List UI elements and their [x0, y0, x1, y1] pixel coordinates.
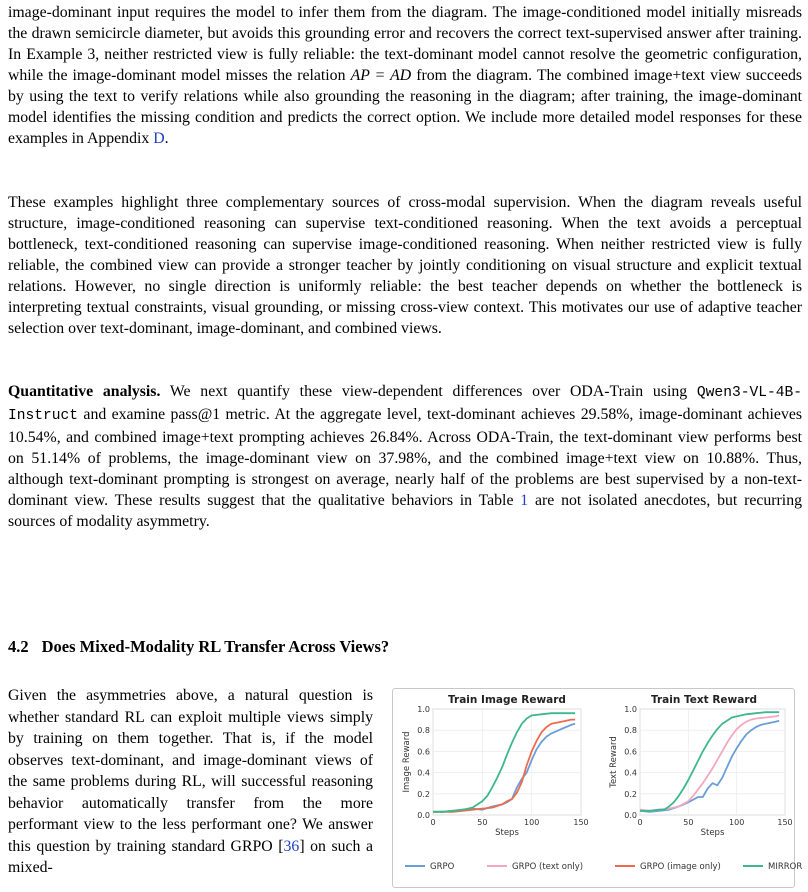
section-heading [8, 637, 389, 657]
section-number: 4.2 [8, 637, 29, 656]
x-axis-label: Steps [700, 828, 725, 838]
legend-label: MIRROR [768, 862, 803, 872]
y-tick-label: 0.8 [624, 726, 637, 736]
text-run: These examples highlight three complementary sources of cross-modal supervision. When the diagram reveals useful structure, image-conditioned reasoning can supervise text-conditioned reasoning. When the text avoids a perceptual bottleneck, text-conditioned reasoning can supervise image-conditioned reasoning. When neither restricted view is fully reliable, the combined view can provide a stronger teacher by jointly conditioning on visual structure and explicit textual relations. However, no single direction is uniformly reliable: the best teacher depends on whether the bottleneck is interpreting textual constraints, visual grounding, or missing cross-view context. This motivates our use of adaptive teacher selection over text-dominant, image-dominant, and combined views. [8, 194, 802, 337]
legend-label: GRPO (text only) [512, 862, 584, 872]
text-run: are not isolated anecdotes, but recurring sources of modality asymmetry. [8, 492, 802, 530]
x-tick-label: 100 [729, 818, 745, 827]
x-tick-label: 50 [477, 818, 488, 827]
x-tick-label: 50 [683, 818, 694, 827]
paragraph-examples [8, 2, 802, 149]
y-tick-label: 0.2 [624, 789, 637, 799]
text-run: and examine pass@1 metric. At the aggregate level, text-dominant achieves 29.58%, image-dominant achieves 10.54%, and combined image+text prompting achieves 26.84%. Across ODA-Train, the text-dominant view performs best on 51.14% of problems, the image-dominant view on 37.98%, and the combined image+text view on 10.88%. Thus, although text-dominant prompting is strongest on average, nearly half of the problems are best supervised by a non-text-dominant view. These results suggest that the qualitative behaviors in Table [8, 406, 802, 509]
text-run: ] on such a mixed- [8, 837, 373, 876]
reference-link[interactable]: 36 [283, 837, 300, 855]
y-axis-label: Text Reward [609, 736, 619, 788]
x-tick-label: 150 [777, 818, 793, 827]
chart-title: Train Text Reward [650, 694, 758, 706]
y-tick-label: 0.4 [417, 768, 430, 778]
reference-link[interactable]: 1 [520, 492, 529, 509]
paragraph-quantitative-analysis [8, 381, 802, 532]
y-tick-label: 0.0 [624, 811, 637, 820]
text-run: Given the asymmetries above, a natural question is whether standard RL can exploit multiple views simply by training on them together. That is, if the model observes text-dominant, and image-dominant views of the same problems during RL, will successful reasoning behavior automatically transfer from the more performant view to the less performant one? We answer this question by training standard GRPO [ [8, 687, 373, 855]
x-tick-label: 0 [430, 818, 436, 827]
math-expression: AP = AD [350, 67, 412, 84]
y-tick-label: 0.0 [417, 811, 430, 820]
y-tick-label: 0.6 [417, 747, 430, 757]
y-tick-label: 1.0 [417, 705, 430, 714]
legend-label: GRPO (image only) [640, 862, 721, 872]
reward-charts-svg [393, 689, 803, 887]
model-name: Qwen3-VL-4B-Instruct [8, 385, 803, 424]
text-run: We next quantify these view-dependent differences over ODA-Train using [160, 383, 697, 400]
text-run: . [164, 130, 169, 147]
y-axis-label: Image Reward [402, 731, 412, 793]
legend-label: GRPO [430, 862, 455, 872]
text-run: from the diagram. The combined image+text view succeeds by using the text to verify relations while also grounding the reasoning in the diagram; after training, the image-dominant model identifies the missing condition and predicts the correct option. We include more detailed model responses for these examples in Appendix [8, 67, 803, 147]
chart-title: Train Image Reward [448, 694, 566, 706]
y-tick-label: 0.6 [624, 747, 637, 757]
y-tick-label: 0.8 [417, 726, 430, 736]
section-title: Does Mixed-Modality RL Transfer Across Views? [41, 637, 390, 656]
y-tick-label: 1.0 [624, 705, 637, 714]
paragraph-run-heading: Quantitative analysis. [8, 383, 161, 400]
y-tick-label: 0.2 [417, 789, 430, 799]
x-tick-label: 150 [573, 818, 589, 827]
y-tick-label: 0.4 [624, 768, 637, 778]
x-tick-label: 0 [637, 818, 643, 827]
plot-area [433, 709, 581, 815]
paragraph-mixed-modality [8, 685, 373, 879]
x-tick-label: 100 [524, 818, 540, 827]
reward-figure [392, 688, 803, 888]
paragraph-complementary-sources [8, 192, 802, 339]
x-axis-label: Steps [495, 828, 519, 838]
text-run: image-dominant input requires the model to infer them from the diagram. The image-conditioned model initially misreads the drawn semicircle diameter, but avoids this grounding error and recovers the correct text-supervised answer after training. In Example 3, neither restricted view is fully reliable: the text-dominant model cannot resolve the geometric configuration, while the image-dominant model misses the relation [8, 4, 802, 84]
reference-link[interactable]: D [153, 130, 165, 147]
